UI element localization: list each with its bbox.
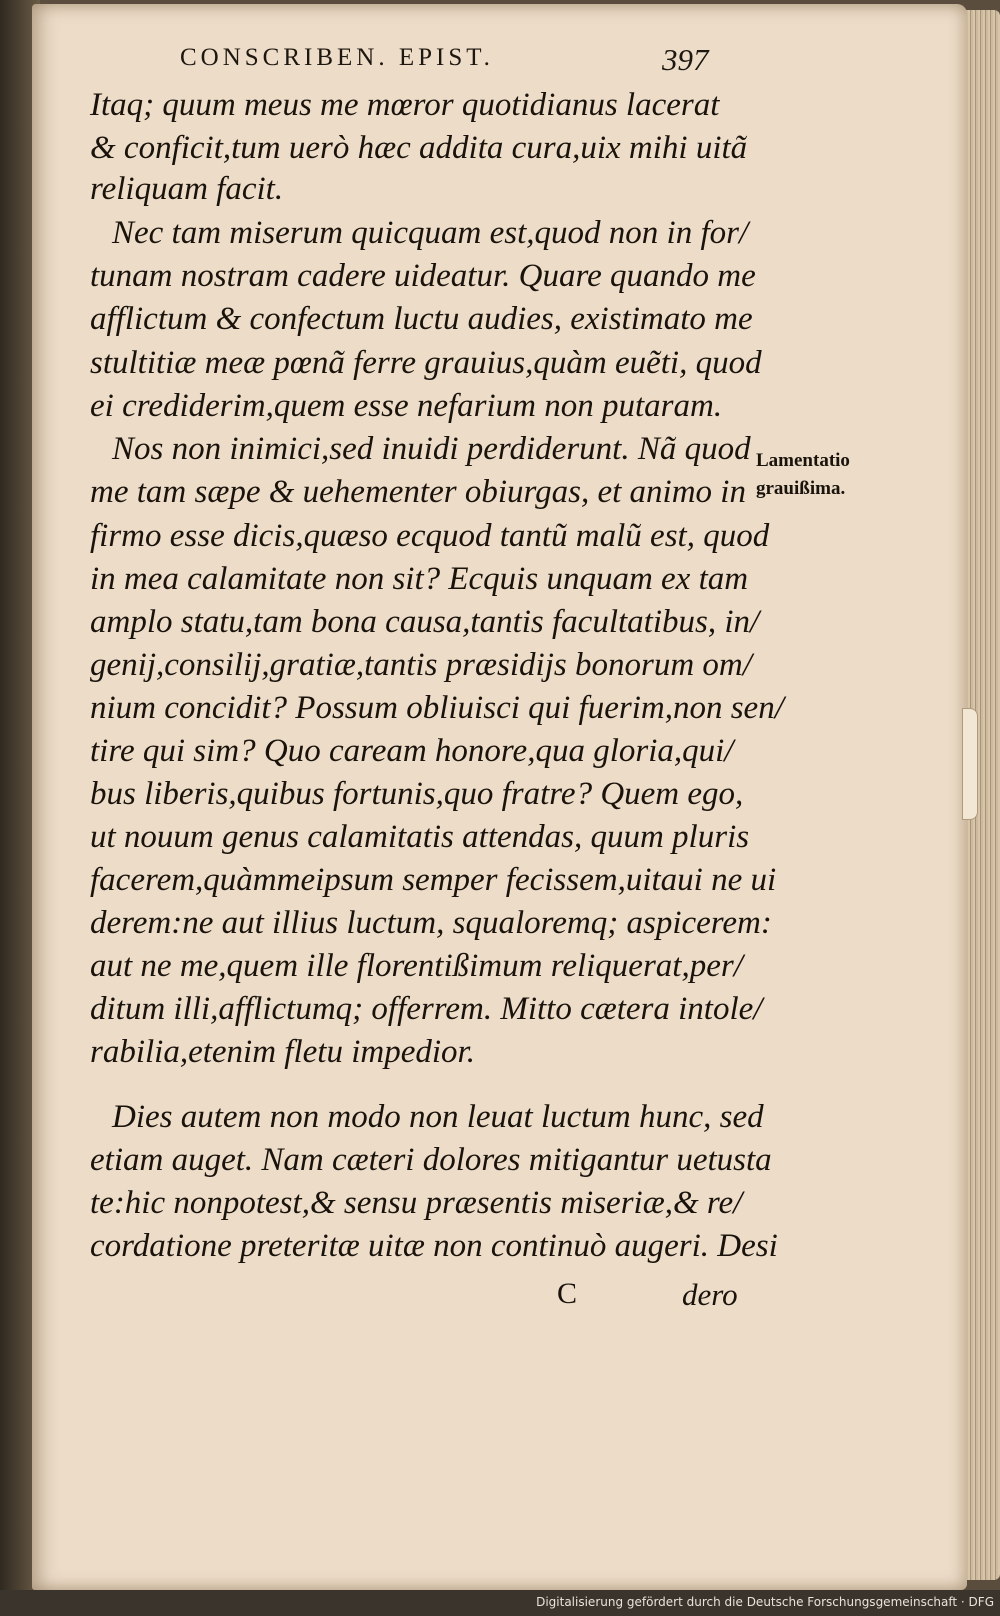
text-line: etiam auget. Nam cæteri dolores mitigantur uetusta <box>90 1142 772 1178</box>
text-line: cordatione preteritæ uitæ non continuò augeri. Desi <box>90 1228 778 1264</box>
text-line: afflictum & confectum luctu audies, existimato me <box>90 301 753 337</box>
text-line: tire qui sim? Quo caream honore,qua gloria,qui/ <box>90 733 734 769</box>
text-line: aut ne me,quem ille florentißimum reliquerat,per/ <box>90 948 743 984</box>
text-line: & conficit,tum uerò hæc addita cura,uix mihi uitã <box>90 130 748 166</box>
catchword: dero <box>682 1277 738 1312</box>
text-line: Nec tam miserum quicquam est,quod non in for/ <box>112 215 749 251</box>
text-line: firmo esse dicis,quæso ecquod tantũ malũ est, quod <box>90 518 770 554</box>
margin-note-line-1: Lamentatio <box>756 450 850 471</box>
text-line: facerem,quàmmeipsum semper fecissem,uitaui ne ui <box>90 862 777 898</box>
text-line: te:hic nonpotest,& sensu præsentis miseriæ,& re/ <box>90 1185 743 1221</box>
text-line: me tam sæpe & uehementer obiurgas, et animo in <box>90 474 746 510</box>
text-line: in mea calamitate non sit? Ecquis unquam ex tam <box>90 561 749 597</box>
signature-mark: C <box>557 1277 578 1310</box>
text-line: ditum illi,afflictumq; offerrem. Mitto cætera intole/ <box>90 991 763 1027</box>
text-line: Nos non inimici,sed inuidi perdiderunt. Nã quod <box>112 431 751 467</box>
text-line: stultitiæ meæ pœnã ferre grauius,quàm euẽti, quod <box>90 345 762 381</box>
text-line: ei crediderim,quem esse nefarium non putaram. <box>90 388 723 424</box>
text-line: Itaq; quum meus me mœror quotidianus lacerat <box>90 87 720 123</box>
margin-note-line-2: grauißima. <box>756 478 846 499</box>
text-line: ut nouum genus calamitatis attendas, quum pluris <box>90 819 750 855</box>
text-line: genij,consilij,gratiæ,tantis præsidijs bonorum om/ <box>90 647 752 683</box>
text-line: reliquam facit. <box>90 171 284 207</box>
page-number: 397 <box>662 42 709 77</box>
text-line: tunam nostram cadere uideatur. Quare quando me <box>90 258 756 294</box>
text-line: amplo statu,tam bona causa,tantis facultatibus, in/ <box>90 604 760 640</box>
text-line: rabilia,etenim fletu impedior. <box>90 1034 475 1070</box>
text-line: bus liberis,quibus fortunis,quo fratre? Quem ego, <box>90 776 744 812</box>
text-line: derem:ne aut illius luctum, squaloremq; aspicerem: <box>90 905 772 941</box>
page-tab-marker <box>962 708 978 820</box>
text-line: Dies autem non modo non leuat luctum hunc, sed <box>112 1099 764 1135</box>
footer-credit: Digitalisierung gefördert durch die Deutsche Forschungsgemeinschaft · DFG <box>536 1595 994 1609</box>
running-title: CONSCRIBEN. EPIST. <box>180 44 494 71</box>
text-line: nium concidit? Possum obliuisci qui fuerim,non sen/ <box>90 690 784 726</box>
